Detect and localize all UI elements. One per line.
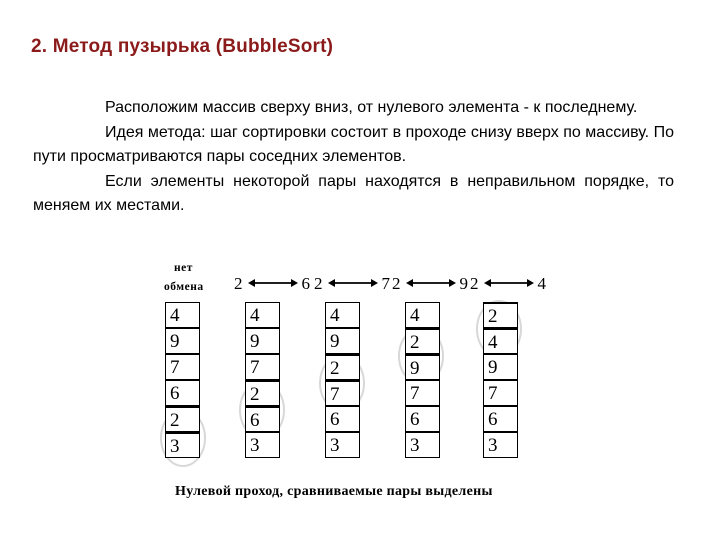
array-cell: 9 <box>405 354 440 380</box>
array-cell: 3 <box>405 432 440 458</box>
array-cell: 2 <box>325 354 360 380</box>
no-exchange-line-1: нет <box>174 262 193 274</box>
array-cell: 2 <box>405 328 440 354</box>
pair-right-value: 9 <box>459 274 468 293</box>
array-column-5 <box>483 302 518 467</box>
array-cell: 6 <box>165 380 200 406</box>
pair-left-value: 2 <box>392 274 401 293</box>
array-cell: 3 <box>165 432 200 458</box>
description-text <box>33 96 674 219</box>
figure-caption: Нулевой проход, сравниваемые пары выделены <box>175 484 493 499</box>
array-cell: 4 <box>325 302 360 328</box>
pair-left-value: 2 <box>234 274 243 293</box>
pair-left-value: 2 <box>314 274 323 293</box>
array-cell: 6 <box>405 406 440 432</box>
array-cell: 9 <box>165 328 200 354</box>
array-cell: 2 <box>165 406 200 432</box>
array-cell: 6 <box>245 406 280 432</box>
pair-right-value: 7 <box>381 274 390 293</box>
array-cell: 4 <box>165 302 200 328</box>
paragraph-3: Если элементы некоторой пары находятся в неправильном порядке, то меняем их местами. <box>33 172 674 215</box>
array-column-3 <box>325 302 360 467</box>
array-cell: 6 <box>325 406 360 432</box>
array-column-2 <box>245 302 280 467</box>
array-cell: 7 <box>325 380 360 406</box>
pair-right-value: 4 <box>537 274 546 293</box>
pair-left-value: 2 <box>470 274 479 293</box>
bubble-sort-figure <box>150 255 580 515</box>
array-column-4 <box>405 302 440 467</box>
paragraph-1: Расположим массив сверху вниз, от нулевого элемента - к последнему. <box>105 99 638 116</box>
array-cell: 9 <box>325 328 360 354</box>
array-cell: 4 <box>245 302 280 328</box>
page-title: 2. Метод пузырька (BubbleSort) <box>31 36 334 57</box>
array-cell: 7 <box>165 354 200 380</box>
array-cell: 9 <box>483 354 518 380</box>
array-cell: 7 <box>405 380 440 406</box>
array-cell: 3 <box>483 432 518 458</box>
array-cell: 4 <box>405 302 440 328</box>
array-cell: 3 <box>325 432 360 458</box>
no-exchange-line-2: обмена <box>164 281 204 293</box>
array-cell: 6 <box>483 406 518 432</box>
paragraph-2: Идея метода: шаг сортировки состоит в проходе снизу вверх по массиву. По пути просматриваются пары соседних элементов. <box>33 123 674 166</box>
array-cell: 4 <box>483 328 518 354</box>
array-cell: 2 <box>483 302 518 328</box>
array-cell: 7 <box>245 354 280 380</box>
array-column-1 <box>165 302 200 467</box>
array-cell: 2 <box>245 380 280 406</box>
pair-right-value: 6 <box>301 274 310 293</box>
array-cell: 7 <box>483 380 518 406</box>
array-cell: 9 <box>245 328 280 354</box>
array-cell: 3 <box>245 432 280 458</box>
